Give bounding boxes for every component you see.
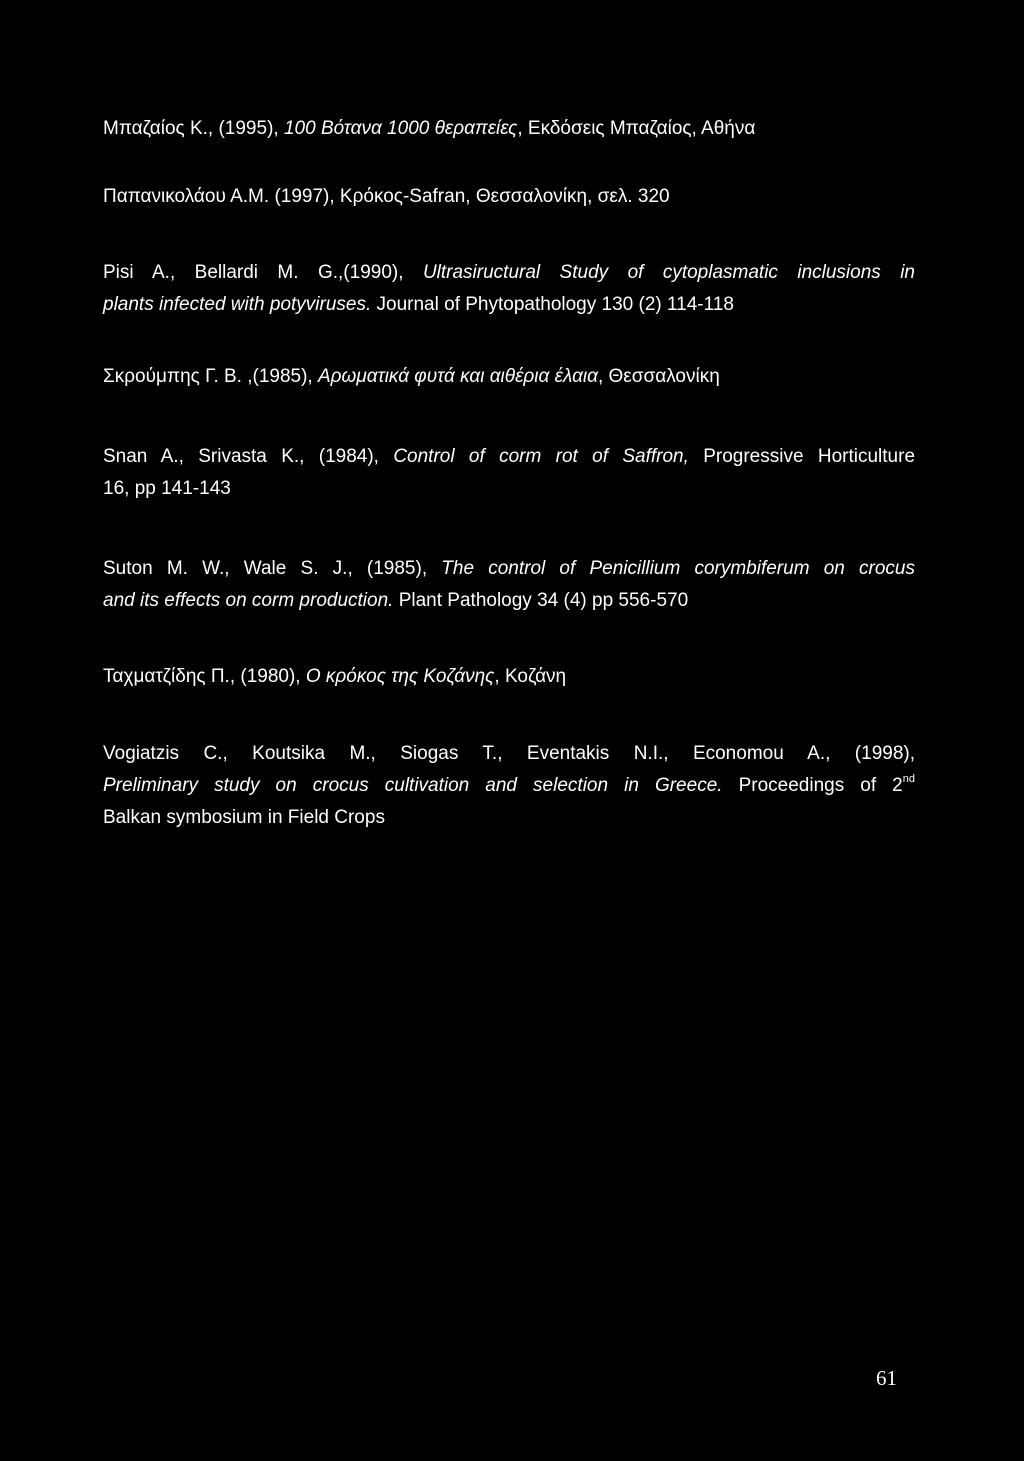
reference-line xyxy=(103,361,915,393)
reference-text: Pisi A., Bellardi M. G.,(1990), xyxy=(103,262,423,283)
reference-line xyxy=(103,181,915,213)
reference-line xyxy=(103,289,915,321)
reference-line xyxy=(103,257,915,289)
reference-line xyxy=(103,113,915,145)
reference-tachmatzidis xyxy=(103,661,915,693)
reference-snan xyxy=(103,441,915,505)
reference-line xyxy=(103,585,915,617)
reference-bazaios xyxy=(103,113,915,145)
reference-skroumpis xyxy=(103,361,915,393)
reference-text: , Κοζάνη xyxy=(494,666,567,687)
reference-line xyxy=(103,441,915,473)
reference-text: Progressive Horticulture xyxy=(688,446,916,467)
reference-title: Control of corm rot of Saffron, xyxy=(393,446,689,467)
reference-title: 100 Βότανα 1000 θεραπείες xyxy=(283,118,518,139)
reference-line xyxy=(103,473,915,505)
reference-line xyxy=(103,770,915,802)
reference-text: Snan A., Srivasta K., (1984), xyxy=(103,446,394,467)
reference-text: 16, pp 141-143 xyxy=(103,478,231,499)
reference-text: Ταχματζίδης Π., (1980), xyxy=(103,666,306,687)
reference-line xyxy=(103,553,915,585)
reference-text: Journal of Phytopathology 130 (2) 114-118 xyxy=(371,294,734,315)
reference-title: Αρωματικά φυτά και αιθέρια έλαια xyxy=(318,366,598,387)
reference-vogiatzis xyxy=(103,738,915,834)
reference-text: Suton M. W., Wale S. J., (1985), xyxy=(103,558,442,579)
reference-title: Ultrasiructural Study of cytoplasmatic inclusions in xyxy=(422,262,915,283)
reference-text: Παπανικολάου Α.Μ. (1997), Κρόκος-Safran, Θεσσαλονίκη, σελ. 320 xyxy=(103,186,670,207)
reference-title: The control of Penicillium corymbiferum on crocus xyxy=(441,558,915,579)
reference-papanikolaou xyxy=(103,181,915,213)
reference-text: Μπαζαίος Κ., (1995), xyxy=(103,118,284,139)
reference-text: , Εκδόσεις Μπαζαίος, Αθήνα xyxy=(517,118,756,139)
reference-title: Ο κρόκος της Κοζάνης xyxy=(305,666,495,687)
reference-text: Proceedings of 2 xyxy=(722,775,903,796)
reference-text: Plant Pathology 34 (4) pp 556-570 xyxy=(393,590,689,611)
page-number: 61 xyxy=(876,1366,897,1390)
reference-title: Preliminary study on crocus cultivation and selection in Greece. xyxy=(103,775,723,796)
reference-pisi xyxy=(103,257,915,321)
reference-text: Balkan symbosium in Field Crops xyxy=(103,807,385,828)
reference-title: and its effects on corm production. xyxy=(103,590,394,611)
reference-text: , Θεσσαλονίκη xyxy=(597,366,720,387)
reference-title: plants infected with potyviruses. xyxy=(103,294,372,315)
reference-line xyxy=(103,661,915,693)
reference-line xyxy=(103,738,915,770)
reference-text: Vogiatzis C., Koutsika M., Siogas T., Eventakis N.I., Economou A., (1998), xyxy=(103,743,915,764)
superscript-text: nd xyxy=(902,772,916,785)
reference-suton xyxy=(103,553,915,617)
reference-text: Σκρούμπης Γ. Β. ,(1985), xyxy=(103,366,318,387)
reference-line xyxy=(103,802,915,834)
